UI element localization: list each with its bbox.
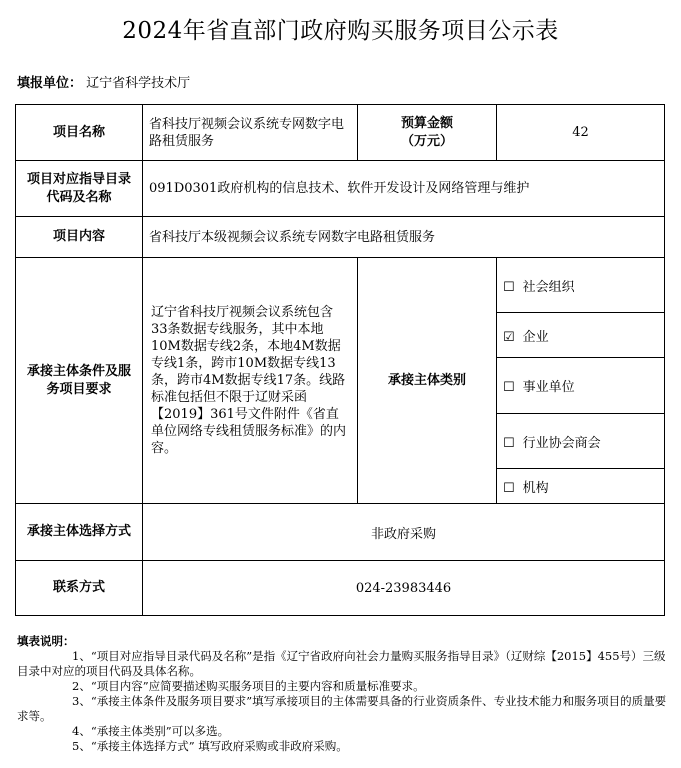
- notes-heading: 填表说明：: [17, 634, 75, 648]
- selection-label: 承接主体选择方式: [16, 504, 143, 561]
- requirements-value: 辽宁省科技厅视频会议系统包含33条数据专线服务，其中本地10M数据专线2条，本地4M数据专线1条，跨市10M数据专线13条，跨市4M数据专线17条。线路标准包括但不限于辽财采函【2019】361号文件附件《省直单位网络专线租赁服务标准》的内容。: [143, 258, 358, 504]
- requirements-label: 承接主体条件及服务项目要求: [16, 258, 143, 504]
- note-item: 4、“承接主体类别”可以多选。: [72, 724, 230, 738]
- category-option[interactable]: [497, 469, 665, 504]
- checkbox-icon: ☐: [503, 480, 515, 496]
- option-label: 行业协会商会: [522, 435, 601, 451]
- catalog-label: 项目对应指导目录代码及名称: [16, 161, 143, 217]
- option-label: 事业单位: [522, 380, 575, 395]
- option-label: 社会组织: [522, 279, 575, 295]
- checkbox-icon: ☐: [503, 279, 515, 295]
- note-item: 5、“承接主体选择方式” 填写政府采购或非政府采购。: [72, 739, 348, 753]
- page-title: 2024年省直部门政府购买服务项目公示表: [122, 18, 559, 44]
- note-item: 1、“项目对应指导目录代码及名称”是指《辽宁省政府向社会力量购买服务指导目录》（辽财综【2015】455号）三级目录中对应的项目代码及具体名称。: [17, 649, 666, 678]
- row-contact: [16, 561, 665, 616]
- option-label: 机构: [522, 480, 549, 496]
- row-requirements: [16, 258, 665, 313]
- note-item: 3、“承接主体条件及服务项目要求”填写承接项目的主体需要具备的行业资质条件、专业技术能力和服务项目的质量要求等。: [17, 694, 667, 723]
- form-notes: [17, 634, 667, 754]
- reporting-unit-value: 辽宁省科学技术厅: [86, 76, 191, 91]
- category-option[interactable]: [497, 258, 665, 313]
- checkbox-checked-icon: ☑: [503, 329, 515, 345]
- selection-value: 非政府采购: [143, 504, 665, 561]
- row-project-name: [16, 105, 665, 161]
- content-value: 省科技厅本级视频会议系统专网数字电路租赁服务: [143, 217, 665, 258]
- checkbox-icon: ☐: [503, 435, 515, 451]
- contact-value: 024-23983446: [143, 561, 665, 616]
- option-label: 企业: [522, 329, 549, 345]
- category-option[interactable]: [497, 313, 665, 358]
- row-content: [16, 217, 665, 258]
- reporting-unit-label: 填报单位：: [17, 76, 83, 91]
- category-label: 承接主体类别: [358, 258, 497, 504]
- announcement-table: [15, 104, 665, 616]
- row-selection: [16, 504, 665, 561]
- category-option[interactable]: [497, 358, 665, 414]
- project-name-value: 省科技厅视频会议系统专网数字电路租赁服务: [143, 105, 358, 161]
- row-catalog: [16, 161, 665, 217]
- project-name-label: 项目名称: [16, 105, 143, 161]
- budget-value: 42: [497, 105, 665, 161]
- budget-label: 预算金额 （万元）: [358, 105, 497, 161]
- checkbox-icon: ☐: [503, 380, 515, 395]
- catalog-value: 091D0301政府机构的信息技术、软件开发设计及网络管理与维护: [143, 161, 665, 217]
- reporting-unit: [17, 72, 190, 91]
- note-item: 2、“项目内容”应简要描述购买服务项目的主要内容和质量标准要求。: [72, 679, 425, 693]
- content-label: 项目内容: [16, 217, 143, 258]
- category-option[interactable]: [497, 414, 665, 469]
- contact-label: 联系方式: [16, 561, 143, 616]
